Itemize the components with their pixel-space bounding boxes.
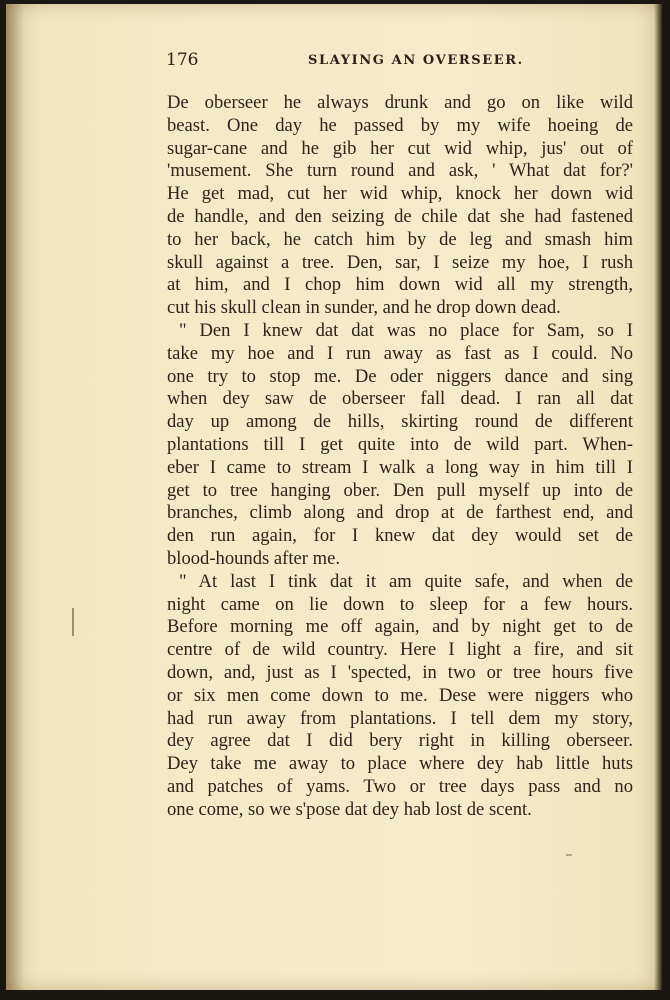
text-line: cut his skull clean in sunder, and he drop down dead. [167,297,561,319]
page-header [162,50,632,76]
text-line: de handle, and den seizing de chile dat she had fastened [167,205,633,227]
text-line: day up among de hills, skirting round de different [167,411,633,433]
text-line: sugar-cane and he gib her cut wid whip, jus' out of [167,137,633,159]
text-line: take my hoe and I run away as fast as I could. No [167,342,633,364]
text-line: had run away from plantations. I tell dem my story, [167,707,633,729]
text-line: and patches of yams. Two or tree days pass and no [167,775,633,797]
body-text [167,92,633,822]
text-line: Dey take me away to place where dey hab little huts [167,753,633,775]
page-edge [654,4,662,990]
text-line: " Den I knew dat dat was no place for Sam, so I [179,319,633,341]
running-head: SLAYING AN OVERSEER. [308,53,524,68]
text-line: plantations till I get quite into de wild part. When- [167,433,633,455]
text-line: dey agree dat I did bery right in killing oberseer. [167,730,633,752]
text-line: skull against a tree. Den, sar, I seize my hoe, I rush [167,251,633,273]
text-line: or six men come down to me. Dese were niggers who [167,684,633,706]
paragraph [167,320,633,571]
text-line: at him, and I chop him down wid all my strength, [167,274,633,296]
text-line: blood-hounds after me. [167,547,340,569]
text-line: 'musement. She turn round and ask, ' What dat for?' [167,160,633,182]
paper-speck [566,854,572,856]
text-line: He get mad, cut her wid whip, knock her down wid [167,183,633,205]
text-line: one try to stop me. De oder niggers dance and sing [167,365,633,387]
paragraph [167,92,633,320]
text-line: " At last I tink dat it am quite safe, and when de [179,570,633,592]
text-line: one come, so we s'pose dat dey hab lost de scent. [167,798,532,820]
text-line: down, and, just as I 'spected, in two or tree hours five [167,661,633,683]
page-number: 176 [166,50,199,70]
text-line: when dey saw de oberseer fall dead. I ran all dat [167,388,633,410]
text-line: eber I came to stream I walk a long way in him till I [167,456,633,478]
text-line: night came on lie down to sleep for a few hours. [167,593,633,615]
text-line: get to tree hanging ober. Den pull myself up into de [167,479,633,501]
text-line: Before morning me off again, and by night get to de [167,616,633,638]
text-line: den run again, for I knew dat dey would set de [167,525,633,547]
spine-shadow [6,4,24,990]
paragraph [167,571,633,822]
text-line: beast. One day he passed by my wife hoeing de [167,114,633,136]
text-line: centre of de wild country. Here I light a fire, and sit [167,639,633,661]
book-page [6,4,662,990]
text-line: branches, climb along and drop at de farthest end, and [167,502,633,524]
text-line: De oberseer he always drunk and go on like wild [167,92,633,113]
text-line: to her back, he catch him by de leg and smash him [167,228,633,250]
margin-mark [72,608,74,636]
